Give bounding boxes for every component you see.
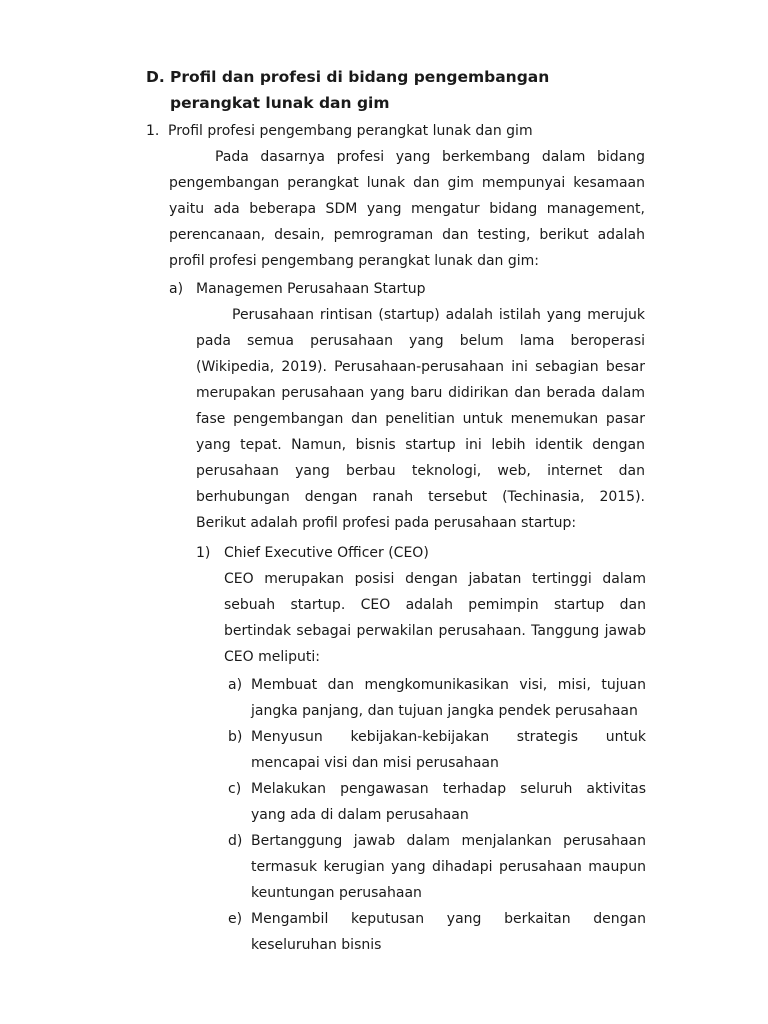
subsection-a-title (169, 276, 426, 302)
heading-text: Profil dan profesi di bidang pengembangan perangkat lunak dan gim (170, 68, 550, 112)
startup-paragraph: Perusahaan rintisan (startup) adalah istilah yang merujuk pada semua perusahaan yang belum lama beroperasi (Wikipedia, 2019). Perusahaan-perusahaan ini sebagian besar merupakan perusahaan yang baru didirikan dan berada dalam fase pengembangan dan penelitian untuk menemukan pasar yang tepat. Namun, bisnis startup ini lebih identik dengan perusahaan yang berbau teknologi, web, internet dan berhubungan dengan ranah tersebut (Techinasia, 2015). Berikut adalah profil profesi pada perusahaan startup: (196, 307, 645, 531)
list-item-text: Melakukan pengawasan terhadap seluruh aktivitas yang ada di dalam perusahaan (251, 781, 646, 823)
list-item-text: Bertanggung jawab dalam menjalankan perusahaan termasuk kerugian yang dihadapi perusahaan maupun keuntungan perusahaan (251, 833, 646, 901)
subsection-a-marker: a) (169, 281, 184, 297)
list-item (224, 672, 646, 724)
subsection-ceo-marker: 1) (196, 545, 211, 561)
list-item-text: Membuat dan mengkomunikasikan visi, misi, tujuan jangka panjang, dan tujuan jangka pendek perusahaan (251, 677, 646, 719)
heading-marker: D. (146, 68, 165, 86)
list-item-marker: b) (228, 729, 243, 745)
list-item-marker: a) (228, 677, 243, 693)
list-item-marker: e) (228, 911, 243, 927)
list-item-text: Mengambil keputusan yang berkaitan dengan keseluruhan bisnis (251, 911, 646, 953)
subsection-a-text: Managemen Perusahaan Startup (196, 281, 426, 297)
list-item (224, 724, 646, 776)
list-item-marker: c) (228, 781, 242, 797)
ceo-responsibilities-list (224, 672, 646, 958)
subsection-ceo-text: Chief Executive Officer (CEO) (224, 545, 429, 561)
subsection-ceo-title (196, 540, 429, 566)
subsection-1-marker: 1. (146, 123, 160, 139)
section-heading (146, 64, 626, 116)
list-item-marker: d) (228, 833, 243, 849)
subsection-1-text: Profil profesi pengembang perangkat lunak dan gim (168, 123, 533, 139)
list-item-text: Menyusun kebijakan-kebijakan strategis untuk mencapai visi dan misi perusahaan (251, 729, 646, 771)
list-item (224, 828, 646, 906)
list-item (224, 906, 646, 958)
ceo-paragraph: CEO merupakan posisi dengan jabatan tertinggi dalam sebuah startup. CEO adalah pemimpin startup dan bertindak sebagai perwakilan perusahaan. Tanggung jawab CEO meliputi: (224, 571, 646, 665)
list-item (224, 776, 646, 828)
subsection-1-title (146, 118, 533, 144)
intro-paragraph: Pada dasarnya profesi yang berkembang dalam bidang pengembangan perangkat lunak dan gim mempunyai kesamaan yaitu ada beberapa SDM yang mengatur bidang management, perencanaan, desain, pemrograman dan testing, berikut adalah profil profesi pengembang perangkat lunak dan gim: (169, 149, 645, 269)
